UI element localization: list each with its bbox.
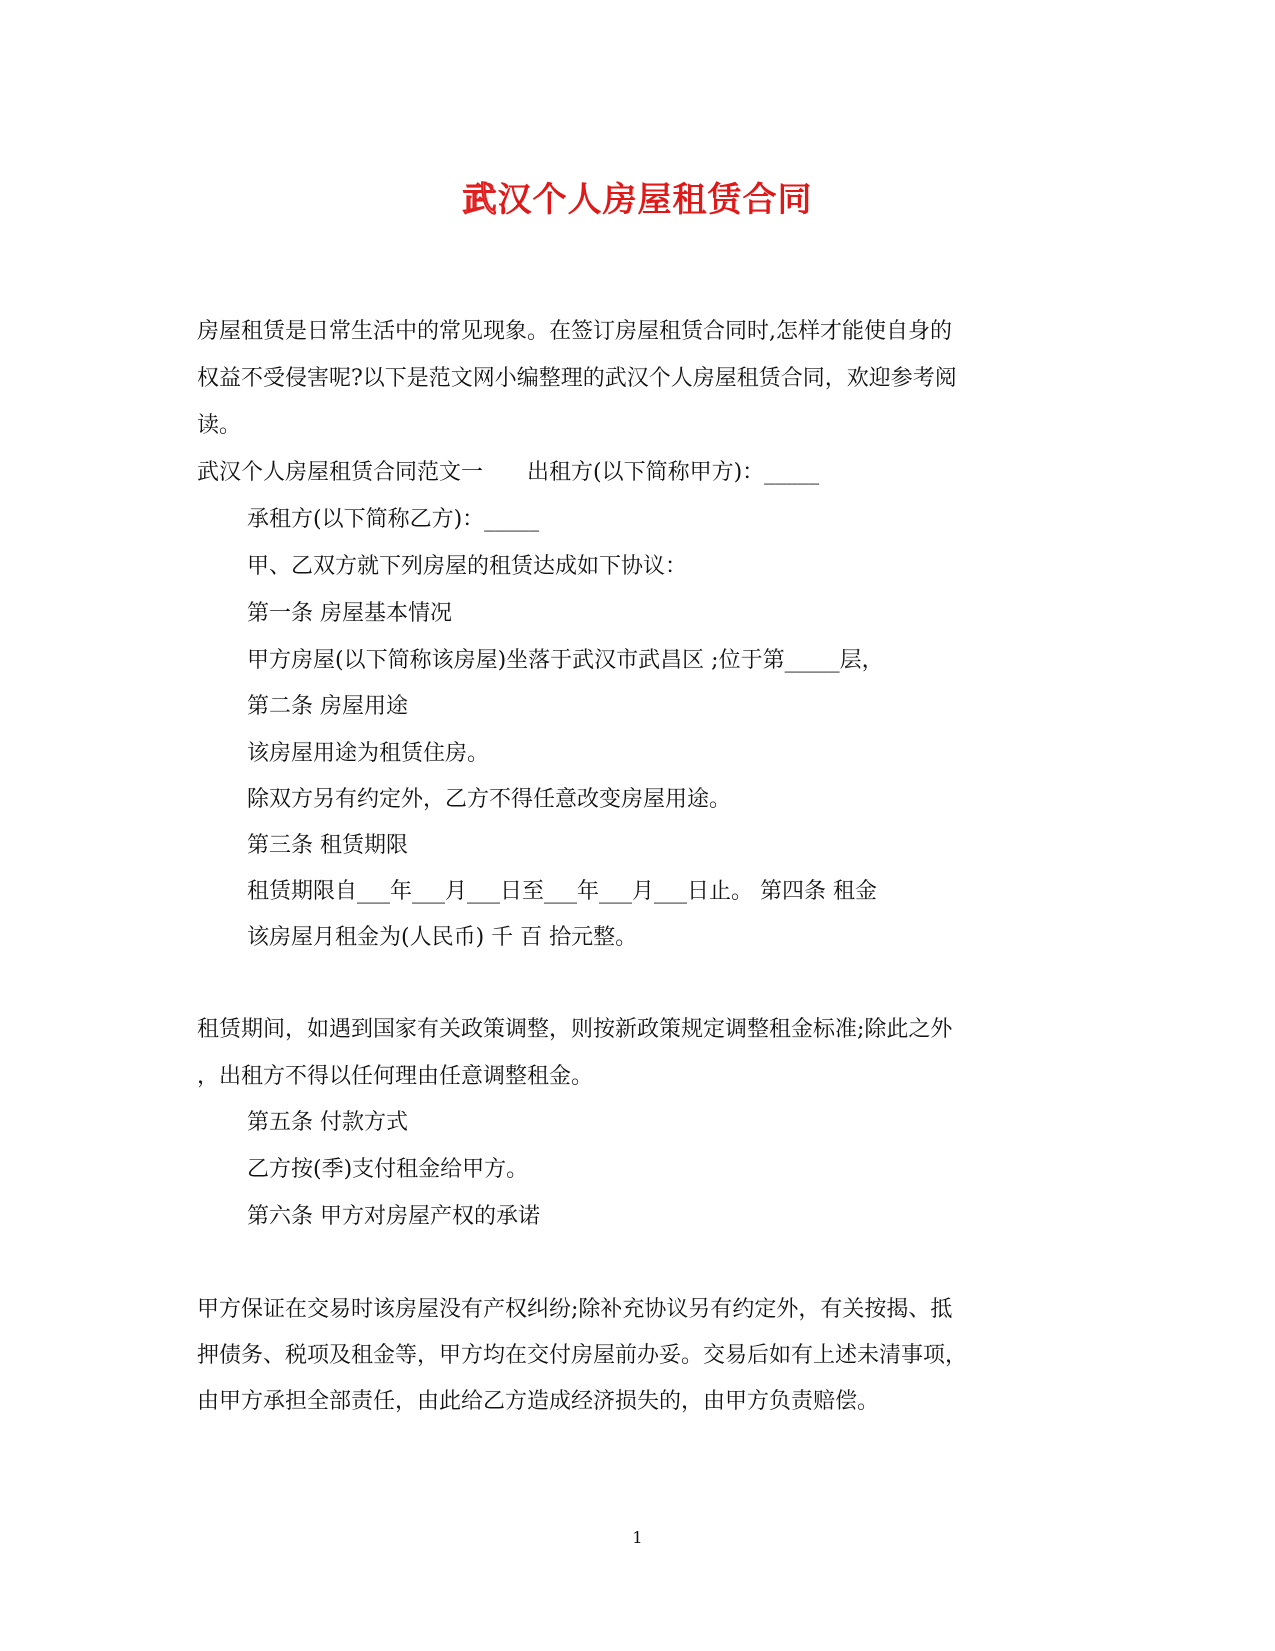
paragraph-line: 甲、乙双方就下列房屋的租赁达成如下协议： [247, 554, 688, 579]
paragraph-line: 押债务、税项及租金等，甲方均在交付房屋前办妥。交易后如有上述未清事项， [197, 1343, 968, 1368]
paragraph-line: 权益不受侵害呢?以下是范文网小编整理的武汉个人房屋租赁合同，欢迎参考阅 [197, 366, 957, 391]
paragraph-line: 由甲方承担全部责任，由此给乙方造成经济损失的，由甲方负责赔偿。 [197, 1389, 880, 1414]
title-rest: 汉个人房屋租赁合同 [497, 180, 813, 220]
paragraph-line: 承租方(以下简称乙方)：_____ [247, 507, 540, 532]
section-heading: 第五条 付款方式 [247, 1110, 408, 1135]
paragraph-line: 该房屋月租金为(人民币) 千 百 拾元整。 [247, 925, 638, 950]
paragraph-line: 房屋租赁是日常生活中的常见现象。在签订房屋租赁合同时,怎样才能使自身的 [197, 319, 952, 344]
paragraph-line: 甲方保证在交易时该房屋没有产权纠纷;除补充协议另有约定外，有关按揭、抵 [197, 1297, 953, 1322]
paragraph-line: 甲方房屋(以下简称该房屋)坐落于武汉市武昌区 ;位于第_____层， [247, 648, 884, 673]
paragraph-line: 租赁期限自___年___月___日至___年___月___日止。 第四条 租金 [247, 879, 877, 904]
paragraph-line: 该房屋用途为租赁住房。 [247, 741, 490, 766]
paragraph-line: 除双方另有约定外，乙方不得任意改变房屋用途。 [247, 787, 732, 812]
title-first-char: 武 [462, 180, 498, 220]
paragraph-line: ，出租方不得以任何理由任意调整租金。 [197, 1064, 594, 1089]
page-number: 1 [632, 1528, 643, 1547]
paragraph-line: 读。 [197, 413, 242, 438]
paragraph-line: 武汉个人房屋租赁合同范文一 出租方(以下简称甲方)：_____ [197, 460, 820, 485]
paragraph-line: 乙方按(季)支付租金给甲方。 [247, 1157, 529, 1182]
section-heading: 第二条 房屋用途 [247, 694, 408, 719]
section-heading: 第六条 甲方对房屋产权的承诺 [247, 1204, 540, 1229]
paragraph-line: 租赁期间，如遇到国家有关政策调整，则按新政策规定调整租金标准;除此之外 [197, 1017, 953, 1042]
document-title [0, 172, 1275, 221]
section-heading: 第一条 房屋基本情况 [247, 601, 452, 626]
section-heading: 第三条 租赁期限 [247, 833, 408, 858]
